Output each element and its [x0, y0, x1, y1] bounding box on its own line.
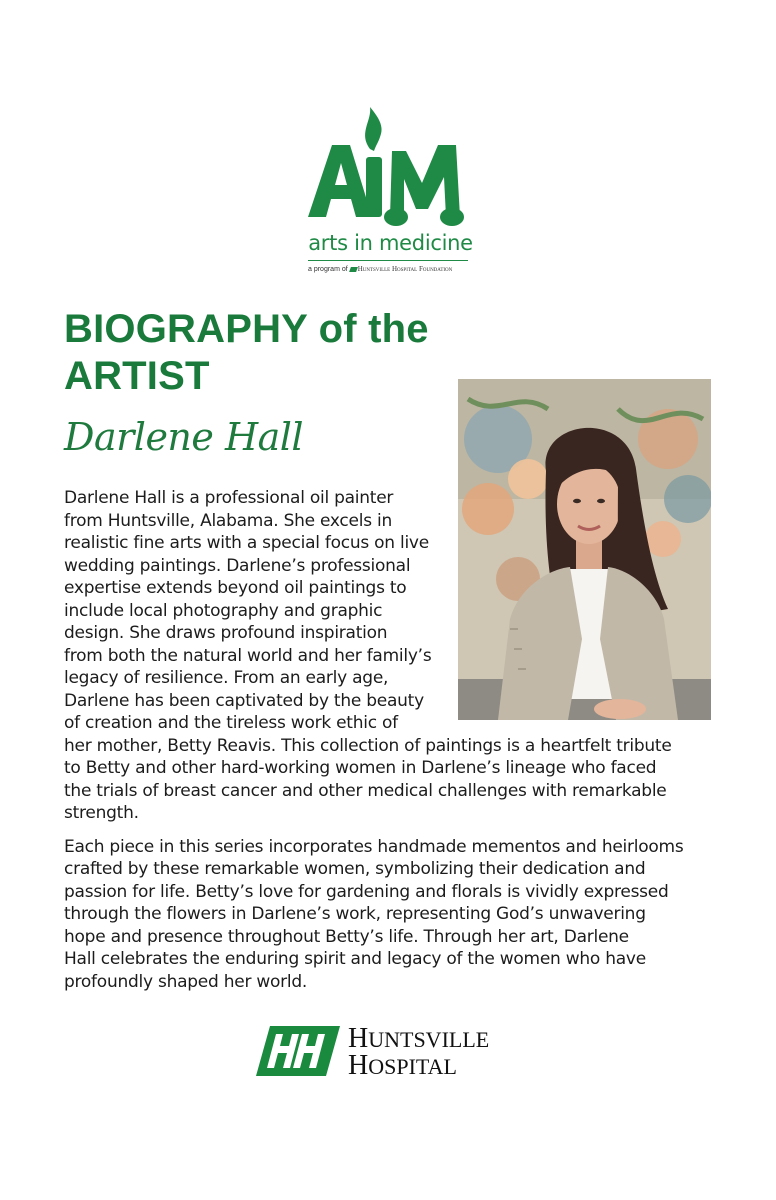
hospital-name-rest-1: UNTSVILLE [368, 1027, 490, 1052]
program-prefix: a program of [308, 266, 348, 273]
bio-line: realistic fine arts with a special focus on live [64, 533, 429, 553]
huntsville-hospital-logo [256, 1024, 526, 1080]
bio-line: legacy of resilience. From an early age, [64, 668, 389, 688]
bio-line: Darlene has been captivated by the beauty [64, 690, 424, 711]
biography-text [64, 487, 712, 993]
bio-line: Each piece in this series incorporates handmade mementos and heirlooms [64, 836, 684, 857]
title-line-2: ARTIST [64, 354, 210, 398]
bio-paragraph-1 [64, 487, 712, 825]
bio-line: from Huntsville, Alabama. She excels in [64, 510, 392, 531]
aim-program-note [308, 265, 478, 273]
bio-line: hope and presence throughout Betty’s life. Through her art, Darlene [64, 926, 629, 947]
bio-line: her mother, Betty Reavis. This collection of paintings is a heartfelt tribute [64, 735, 672, 756]
bio-line: profoundly shaped her world. [64, 971, 308, 992]
bio-line: passion for life. Betty’s love for gardening and florals is vividly expressed [64, 881, 669, 902]
bio-line: Hall celebrates the enduring spirit and legacy of the women who have [64, 949, 646, 969]
hh-mini-mark-icon [349, 267, 358, 272]
bio-line: Darlene Hall is a professional oil painter [64, 488, 394, 508]
hh-mark-icon [256, 1024, 340, 1078]
bio-line: from both the natural world and her family’s [64, 645, 432, 666]
hospital-initial-2: H [348, 1050, 369, 1081]
aim-arts-in-medicine-logo [300, 105, 480, 280]
title-line-1: BIOGRAPHY of the [64, 307, 429, 351]
bio-line: to Betty and other hard-working women in Darlene’s lineage who faced [64, 758, 657, 778]
bio-line: wedding paintings. Darlene’s professional [64, 555, 411, 576]
bio-line: design. She draws profound inspiration [64, 623, 388, 643]
aim-tagline-divider [308, 260, 468, 261]
aim-logo-mark [300, 105, 480, 235]
bio-line: expertise extends beyond oil paintings to [64, 578, 407, 598]
bio-line: of creation and the tireless work ethic of [64, 713, 398, 733]
page-title [64, 306, 524, 400]
bio-paragraph-2 [64, 836, 712, 994]
bio-line: the trials of breast cancer and other medical challenges with remarkable [64, 780, 667, 801]
bio-line: include local photography and graphic [64, 600, 383, 621]
foundation-name: Huntsville Hospital Foundation [357, 265, 453, 273]
bio-line: through the flowers in Darlene’s work, representing God’s unwavering [64, 904, 646, 924]
hospital-initial-1: H [348, 1023, 369, 1054]
bio-line: crafted by these remarkable women, symbolizing their dedication and [64, 859, 646, 879]
hospital-name-line-2 [348, 1052, 457, 1080]
artist-name: Darlene Hall [64, 415, 304, 459]
bio-line: strength. [64, 803, 139, 823]
hospital-name-rest-2: OSPITAL [368, 1054, 457, 1079]
hospital-name-line-1 [348, 1025, 489, 1053]
aim-tagline: arts in medicine [308, 231, 473, 255]
